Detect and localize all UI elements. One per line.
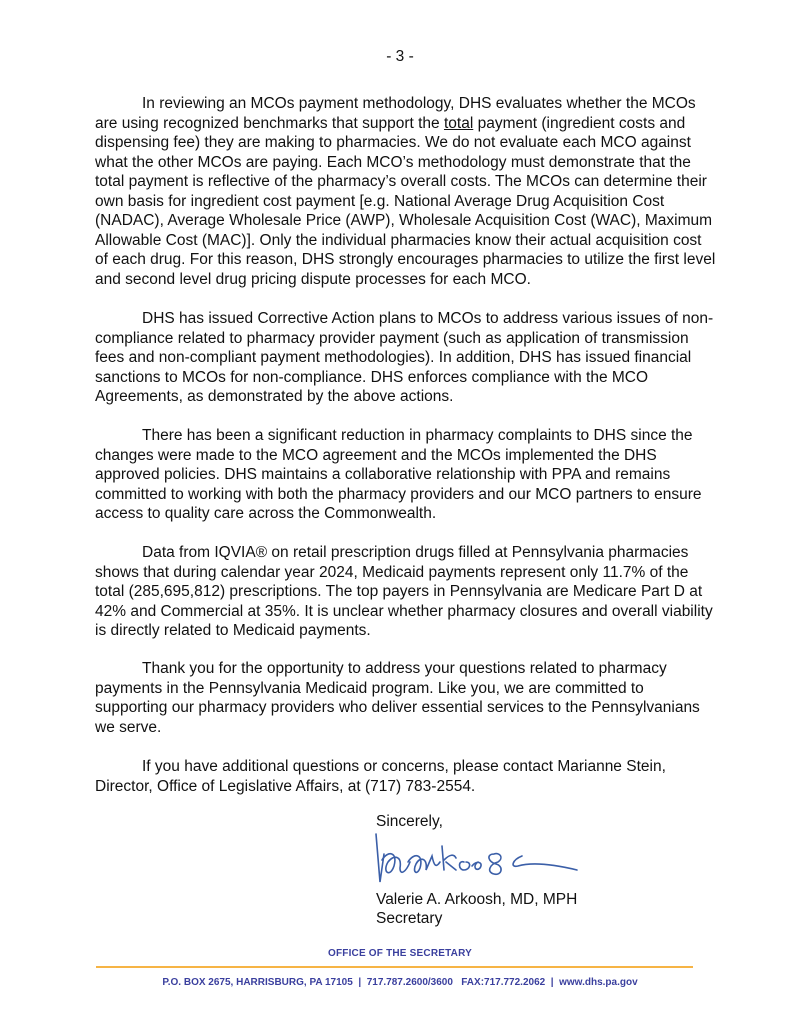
signer-title: Secretary bbox=[376, 910, 443, 927]
text-line: 42% and Commercial at 35%. It is unclear whether pharmacy closures and overall viability bbox=[95, 602, 713, 620]
underlined-word: total bbox=[443, 114, 474, 132]
paragraph bbox=[95, 426, 735, 524]
text-line: There has been a significant reduction in pharmacy complaints to DHS since the bbox=[142, 427, 693, 444]
footer-office: OFFICE OF THE SECRETARY bbox=[327, 948, 473, 959]
closing: Sincerely, bbox=[376, 813, 443, 830]
paragraph bbox=[95, 543, 735, 641]
text-line: payments in the Pennsylvania Medicaid program. Like you, we are committed to bbox=[95, 679, 644, 697]
text-line: fees and non-compliant payment methodologies). In addition, DHS has issued financial bbox=[95, 349, 692, 367]
footer-address: P.O. BOX 2675, HARRISBURG, PA 17105 | 717.787.2600/3600 FAX:717.772.2062 | www.dhs.pa.gov bbox=[162, 977, 638, 988]
text-line: and second level drug pricing dispute processes for each MCO. bbox=[95, 270, 531, 288]
text-segment: payment (ingredient costs and bbox=[473, 114, 686, 132]
text-line: is directly related to Medicaid payments. bbox=[95, 622, 371, 640]
text-line: we serve. bbox=[95, 718, 162, 736]
text-line: what the other MCOs are paying. Each MCO’s methodology must demonstrate that the bbox=[95, 153, 691, 171]
text-line: DHS has issued Corrective Action plans to MCOs to address various issues of non- bbox=[142, 310, 714, 327]
text-line: Agreements, as demonstrated by the above actions. bbox=[95, 388, 454, 406]
paragraph bbox=[95, 659, 735, 737]
text-segment: are using recognized benchmarks that support the bbox=[95, 114, 444, 132]
text-line: access to quality care across the Commonwealth. bbox=[95, 505, 437, 523]
text-line bbox=[95, 114, 735, 134]
paragraph bbox=[95, 309, 735, 407]
text-line: dispensing fee) they are making to pharmacies. We do not evaluate each MCO against bbox=[95, 134, 691, 152]
text-line: total payment is reflective of the pharmacy’s overall costs. The MCOs can determine their bbox=[95, 173, 707, 191]
text-line: committed to working with both the pharmacy providers and our MCO partners to ensure bbox=[95, 485, 702, 503]
text-line: Allowable Cost (MAC)]. Only the individual pharmacies know their actual acquisition cost bbox=[95, 231, 702, 249]
text-line: If you have additional questions or concerns, please contact Marianne Stein, bbox=[142, 758, 666, 775]
text-line: shows that during calendar year 2024, Medicaid payments represent only 11.7% of the bbox=[95, 563, 689, 581]
paragraph bbox=[95, 757, 735, 796]
text-line: (NADAC), Average Wholesale Price (AWP), Wholesale Acquisition Cost (WAC), Maximum bbox=[95, 212, 713, 230]
text-line: total (285,695,812) prescriptions. The top payers in Pennsylvania are Medicare Part D at bbox=[95, 583, 703, 601]
text-line: supporting our pharmacy providers who deliver essential services to the Pennsylvanians bbox=[95, 699, 700, 717]
text-line: own basis for ingredient cost payment [e.g. National Average Drug Acquisition Cost bbox=[95, 192, 665, 210]
text-line: Data from IQVIA® on retail prescription drugs filled at Pennsylvania pharmacies bbox=[142, 544, 689, 561]
page-number: - 3 - bbox=[386, 48, 414, 65]
text-line: compliance related to pharmacy provider payment (such as application of transmission bbox=[95, 329, 689, 347]
text-line: approved policies. DHS maintains a collaborative relationship with PPA and remains bbox=[95, 466, 671, 484]
text-line: Thank you for the opportunity to address your questions related to pharmacy bbox=[142, 660, 667, 677]
text-line: sanctions to MCOs for non-compliance. DHS enforces compliance with the MCO bbox=[95, 368, 649, 386]
signer-name: Valerie A. Arkoosh, MD, MPH bbox=[376, 891, 578, 908]
paragraph bbox=[95, 94, 735, 289]
signature-image bbox=[372, 832, 582, 887]
text-line: Director, Office of Legislative Affairs, at (717) 783-2554. bbox=[95, 777, 476, 795]
footer-divider bbox=[96, 966, 693, 968]
text-line: In reviewing an MCOs payment methodology, DHS evaluates whether the MCOs bbox=[142, 95, 696, 112]
text-line: changes were made to the MCO agreement and the MCOs implemented the DHS bbox=[95, 446, 657, 464]
text-line: of each drug. For this reason, DHS strongly encourages pharmacies to utilize the first level bbox=[95, 251, 716, 269]
